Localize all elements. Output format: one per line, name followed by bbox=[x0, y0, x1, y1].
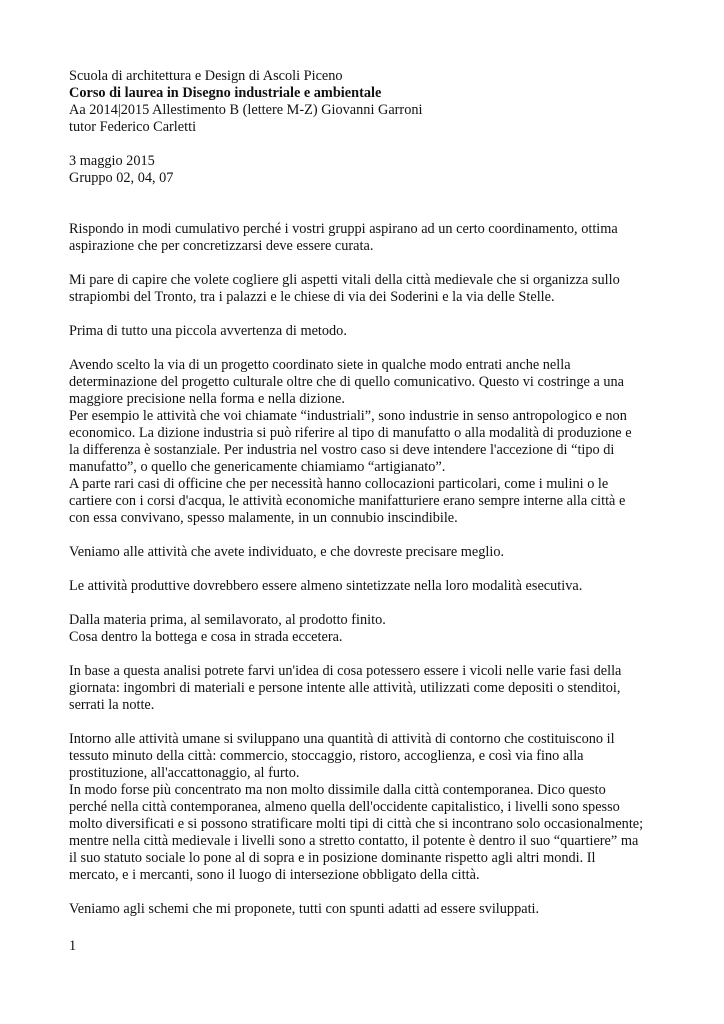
text-line: Mi pare di capire che volete cogliere gli aspetti vitali della città medievale che si organizza sullo bbox=[69, 272, 620, 288]
text-line: aspirazione che per concretizzarsi deve essere curata. bbox=[69, 238, 374, 254]
text-line: Avendo scelto la via di un progetto coordinato siete in qualche modo entrati anche nella bbox=[69, 357, 571, 373]
text-line: economico. La dizione industria si può riferire al tipo di manufatto o alla modalità di produzione e bbox=[69, 425, 632, 441]
text-line: A parte rari casi di officine che per necessità hanno collocazioni particolari, come i mulini o le bbox=[69, 476, 609, 492]
text-line: tessuto minuto della città: commercio, stoccaggio, ristoro, accoglienza, e così via fino alla bbox=[69, 748, 584, 764]
text-line: serrati la notte. bbox=[69, 697, 155, 713]
course-name: Corso di laurea in Disegno industriale e ambientale bbox=[69, 85, 382, 101]
paragraph-1 bbox=[69, 221, 657, 255]
text-line: Per esempio le attività che voi chiamate “industriali”, sono industrie in senso antropologico e non bbox=[69, 408, 627, 424]
text-line: determinazione del progetto culturale oltre che di quello comunicativo. Questo vi costringe a una bbox=[69, 374, 625, 390]
text-line: il suo statuto sociale lo pone al di sopra e in posizione dominante rispetto agli altri mondi. Il bbox=[69, 850, 596, 866]
paragraph-5 bbox=[69, 544, 657, 561]
text-line: la differenza è sostanziale. Per industria nel vostro caso si deve intendere l'accezione di “tipo di bbox=[69, 442, 615, 458]
school-name: Scuola di architettura e Design di Ascoli Piceno bbox=[69, 68, 343, 84]
group-list: Gruppo 02, 04, 07 bbox=[69, 170, 174, 186]
text-line: Intorno alle attività umane si sviluppano una quantità di attività di contorno che costituiscono il bbox=[69, 731, 615, 747]
tutor-name: tutor Federico Carletti bbox=[69, 119, 197, 135]
text-line: perché nella città contemporanea, almeno quella dell'occidente capitalistico, i livelli sono spesso bbox=[69, 799, 620, 815]
paragraph-8 bbox=[69, 663, 657, 714]
text-line: Cosa dentro la bottega e cosa in strada eccetera. bbox=[69, 629, 343, 645]
paragraph-9 bbox=[69, 731, 657, 884]
paragraph-10 bbox=[69, 901, 657, 918]
text-line: cartiere con i corsi d'acqua, le attività economiche manifatturiere erano sempre interne alla città e bbox=[69, 493, 626, 509]
text-line: Dalla materia prima, al semilavorato, al prodotto finito. bbox=[69, 612, 386, 628]
text-line: In base a questa analisi potrete farvi un'idea di cosa potessero essere i vicoli nelle varie fasi della bbox=[69, 663, 622, 679]
text-line: In modo forse più concentrato ma non molto dissimile dalla città contemporanea. Dico questo bbox=[69, 782, 606, 798]
text-line: prostituzione, all'accattonaggio, al furto. bbox=[69, 765, 300, 781]
text-line: Rispondo in modi cumulativo perché i vostri gruppi aspirano ad un certo coordinamento, ottima bbox=[69, 221, 618, 237]
text-line: strapiombi del Tronto, tra i palazzi e le chiese di via dei Soderini e la via delle Stelle. bbox=[69, 289, 555, 305]
document-body bbox=[69, 68, 657, 918]
text-line: giornata: ingombri di materiali e persone intente alle attività, utilizzati come depositi o stenditoi, bbox=[69, 680, 621, 696]
text-line: molto diversificati e si possono stratificare molti tipi di città che si incontrano solo occasionalmente; bbox=[69, 816, 644, 832]
letterhead bbox=[69, 68, 657, 136]
text-line: Veniamo agli schemi che mi proponete, tutti con spunti adatti ad essere sviluppati. bbox=[69, 901, 540, 917]
letter-date: 3 maggio 2015 bbox=[69, 153, 155, 169]
academic-year: Aa 2014|2015 Allestimento B (lettere M-Z) Giovanni Garroni bbox=[69, 102, 423, 118]
paragraph-7 bbox=[69, 612, 657, 646]
paragraph-3 bbox=[69, 323, 657, 340]
paragraph-2 bbox=[69, 272, 657, 306]
text-line: con essa convivano, spesso malamente, in un connubio inscindibile. bbox=[69, 510, 458, 526]
text-line: maggiore precisione nella forma e nella dizione. bbox=[69, 391, 345, 407]
text-line: Prima di tutto una piccola avvertenza di metodo. bbox=[69, 323, 347, 339]
text-line: Le attività produttive dovrebbero essere almeno sintetizzate nella loro modalità esecutiva. bbox=[69, 578, 583, 594]
text-line: manufatto”, o quello che genericamente chiamiamo “artigianato”. bbox=[69, 459, 446, 475]
text-line: mercato, e i mercanti, sono il luogo di intersezione obbligato della città. bbox=[69, 867, 480, 883]
letter-meta bbox=[69, 153, 657, 187]
page-number: 1 bbox=[69, 938, 77, 954]
text-line: Veniamo alle attività che avete individuato, e che dovreste precisare meglio. bbox=[69, 544, 505, 560]
paragraph-6 bbox=[69, 578, 657, 595]
text-line: mentre nella città medievale i livelli sono a stretto contatto, il potente è dentro il suo “quartiere” ma bbox=[69, 833, 639, 849]
paragraph-4 bbox=[69, 357, 657, 527]
